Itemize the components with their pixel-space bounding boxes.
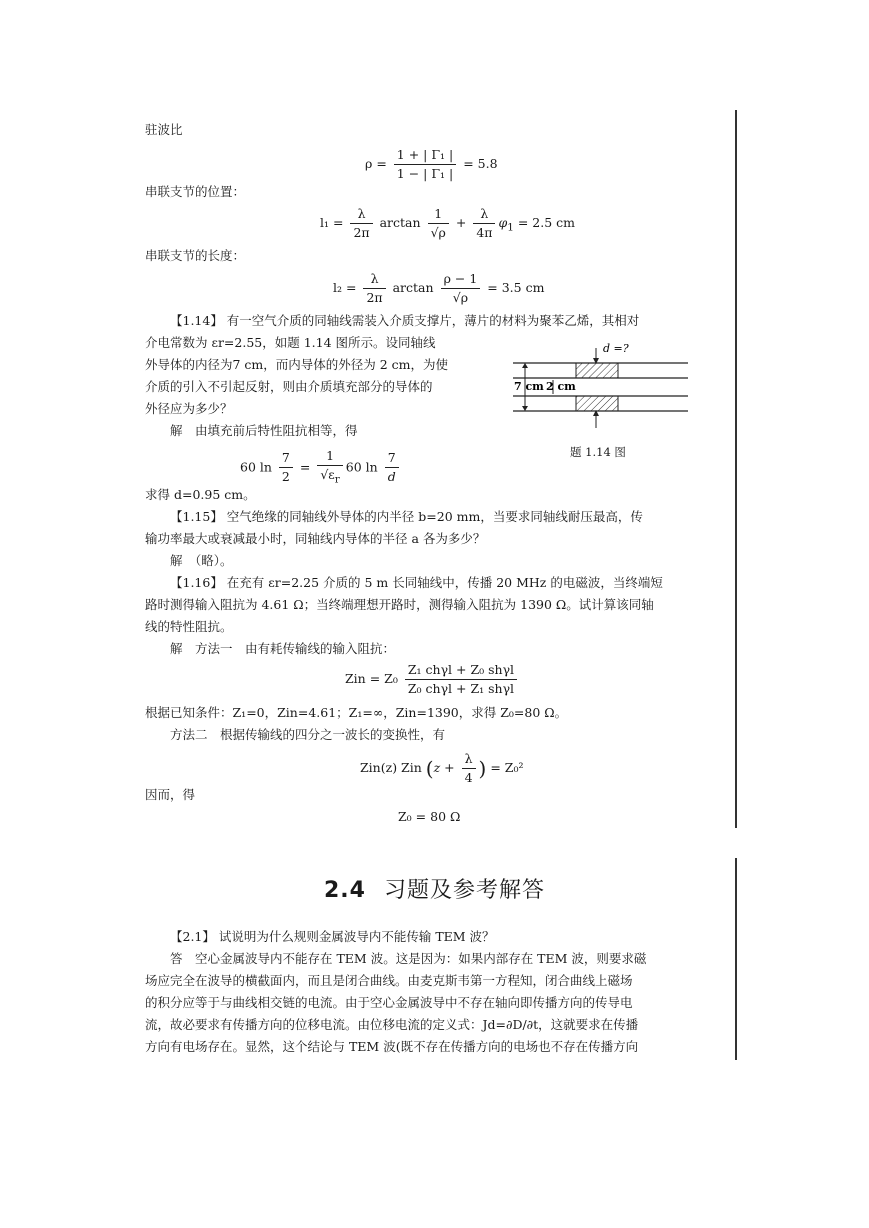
problem-2-1-line1: 【2.1】 试说明为什么规则金属波导内不能传输 TEM 波？ <box>170 929 495 944</box>
section-heading: 2.4 习题及参考解答 <box>324 878 545 903</box>
coaxial-support-figure <box>508 338 698 438</box>
problem-1-15-solution: 解 （略）。 <box>170 553 233 568</box>
stub-length-equation: l₂ = $\frac{\lambda}{2\pi}$ arctan $\frac{\rho - 1}{√\rho}$ = 3.5 cm <box>333 271 545 305</box>
figure-d-label: d =? <box>603 342 629 355</box>
stub-position-equation: l₁ = $\frac{\lambda}{2\pi}$ arctan $\frac{1}{√\rho}$ + $\frac{\lambda}{4\pi}$ $\varphi_1 = 2.5$ cm <box>320 206 576 240</box>
vswr-label: 驻波比 <box>145 122 183 137</box>
problem-1-14-result: 求得 d=0.95 cm。 <box>145 487 256 502</box>
figure-caption: 题 1.14 图 <box>570 445 626 459</box>
problem-2-1-line5: 流，故必要求有传播方向的位移电流。由位移电流的定义式：Jd=∂D/∂t，这就要求在传播 <box>145 1017 639 1032</box>
problem-1-16-known: 根据已知条件：Z₁=0，Zin=4.61；Z₁=∞，Zin=1390，求得 Z₀=80 Ω。 <box>145 705 568 720</box>
problem-1-16-line3: 线的特性阻抗。 <box>145 619 233 634</box>
problem-1-14-line4: 介质的引入不引起反射，则由介质填充部分的导体的 <box>145 379 433 394</box>
problem-1-16-method2: 方法二 根据传输线的四分之一波长的变换性，有 <box>170 727 446 742</box>
figure-7cm-label: 7 cm <box>514 380 544 393</box>
vswr-equation: ρ = $\frac{\text{1 + | Γ₁ |}}{\text{1 − | Γ₁ |}}$ = 5.8 <box>365 147 498 181</box>
problem-1-15-line1: 【1.15】 空气绝缘的同轴线外导体的内半径 b=20 mm，当要求同轴线耐压最高，传 <box>170 509 643 524</box>
stub-length-label: 串联支节的长度： <box>145 248 246 263</box>
problem-1-15-line2: 输功率最大或衰减最小时，同轴线内导体的半径 a 各为多少？ <box>145 531 486 546</box>
problem-1-14-line5: 外径应为多少？ <box>145 401 233 416</box>
problem-1-14-line3: 外导体的内径为7 cm，而内导体的外径为 2 cm，为使 <box>145 357 449 372</box>
stub-position-label: 串联支节的位置： <box>145 184 246 199</box>
figure-2cm-label: 2 cm <box>546 380 576 393</box>
problem-2-1-line6: 方向有电场存在。显然，这个结论与 TEM 波(既不存在传播方向的电场也不存在传播方向 <box>145 1039 639 1054</box>
final-result: Z₀ = 80 Ω <box>398 809 461 824</box>
quarter-wave-equation: Zin(z) Zin (z + $\frac{\lambda}{4}$ ) = Z₀² <box>360 751 524 785</box>
problem-1-16-line2: 路时测得输入阻抗为 4.61 Ω；当终端理想开路时，测得输入阻抗为 1390 Ω。试计算该同轴 <box>145 597 654 612</box>
problem-2-1-line4: 的积分应等于与曲线相交链的电流。由于空心金属波导中不存在轴向即传播方向的传导电 <box>145 995 633 1010</box>
problem-2-1-line3: 场应完全在波导的横截面内，而且是闭合曲线。由麦克斯韦第一方程知，闭合曲线上磁场 <box>145 973 633 988</box>
problem-1-14-line2: 介电常数为 εr=2.55，如题 1.14 图所示。设同轴线 <box>145 335 436 350</box>
input-impedance-equation: Zin = Z₀ $\frac{\text{Z₁ chγl + Z₀ shγl}}{\text{Z₀ chγl + Z₁ shγl}}$ <box>345 661 520 698</box>
problem-1-16-thus: 因而，得 <box>145 787 196 802</box>
problem-1-16-method1: 解 方法一 由有耗传输线的输入阻抗： <box>170 641 396 656</box>
problem-1-14-solution: 解 由填充前后特性阻抗相等，得 <box>170 423 358 438</box>
problem-1-14-line1: 【1.14】 有一空气介质的同轴线需装入介质支撑片，薄片的材料为聚苯乙烯，其相对 <box>170 313 640 328</box>
problem-2-1-line2: 答 空心金属波导内不能存在 TEM 波。这是因为：如果内部存在 TEM 波，则要求磁 <box>170 951 647 966</box>
impedance-equation-1-14: 60 ln $\frac{7}{2}$ = $\frac{1}{√\varepsilon_r}$ 60 ln $\frac{7}{d}$ <box>240 447 402 489</box>
margin-rule-top <box>735 110 737 828</box>
problem-1-16-line1: 【1.16】 在充有 εr=2.25 介质的 5 m 长同轴线中，传播 20 MHz 的电磁波，当终端短 <box>170 575 663 590</box>
